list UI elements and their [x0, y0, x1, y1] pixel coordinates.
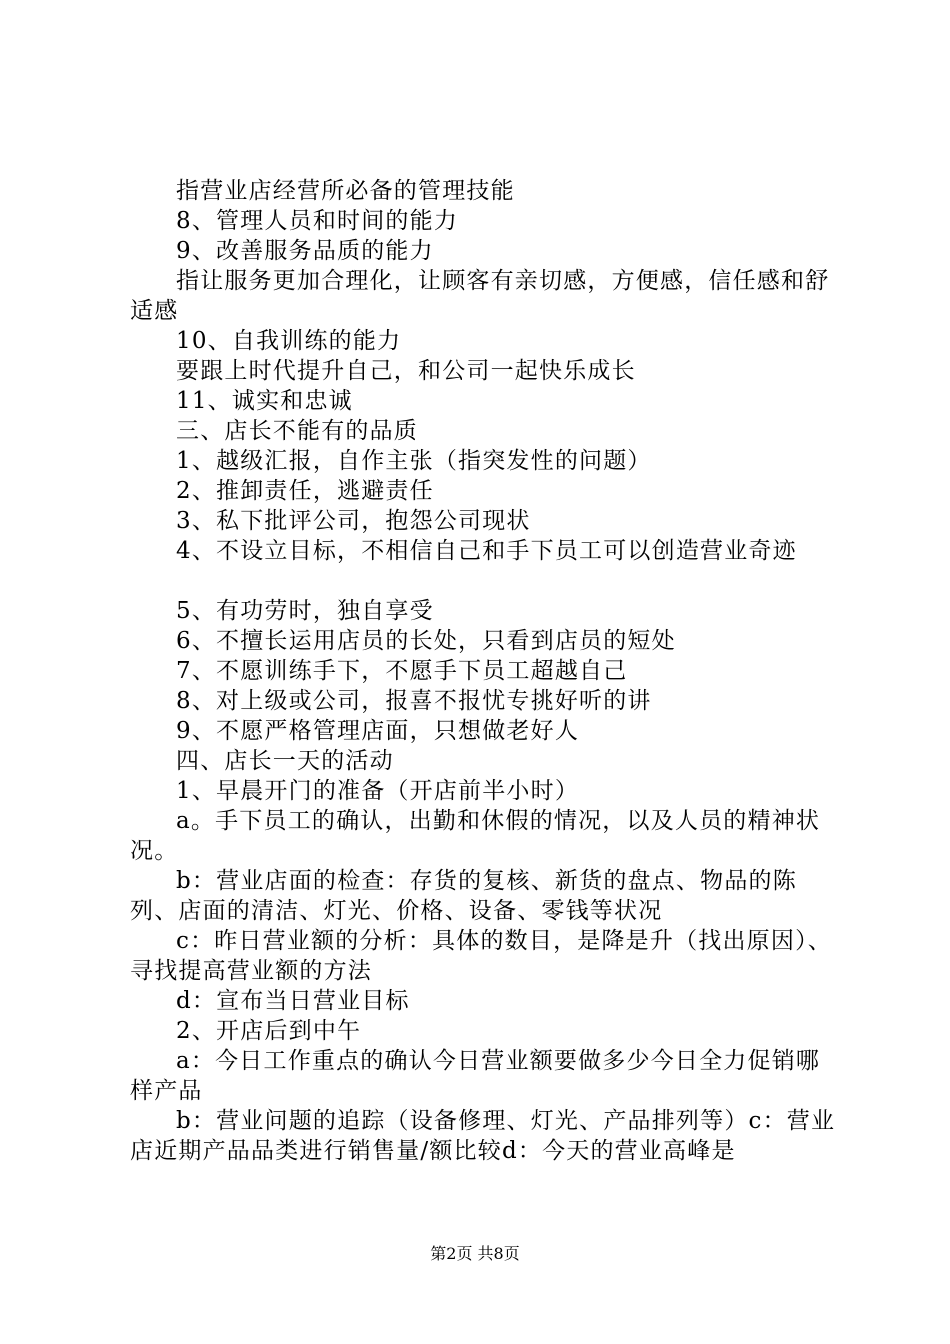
paragraph: b：营业店面的检查：存货的复核、新货的盘点、物品的陈列、店面的清洁、灯光、价格、设备、零钱等状况: [130, 868, 797, 924]
paragraph: 10、自我训练的能力: [176, 328, 402, 354]
paragraph: 5、有功劳时，独自享受: [176, 598, 434, 624]
paragraph: 指营业店经营所必备的管理技能: [176, 178, 515, 204]
paragraph: 9、不愿严格管理店面，只想做老好人: [176, 718, 580, 744]
document-body: [130, 176, 836, 1166]
paragraph: 3、私下批评公司，抱怨公司现状: [176, 508, 531, 534]
blank-line: [130, 566, 836, 596]
paragraph: 6、不擅长运用店员的长处，只看到店员的短处: [176, 628, 676, 654]
paragraph: 7、不愿训练手下，不愿手下员工超越自己: [176, 658, 628, 684]
page-number-label: 第2页 共8页: [430, 1244, 520, 1263]
paragraph: 8、对上级或公司，报喜不报忧专挑好听的讲: [176, 688, 652, 714]
paragraph: c：昨日营业额的分析：具体的数目，是降是升（找出原因）、寻找提高营业额的方法: [130, 928, 832, 984]
paragraph: 11、诚实和忠诚: [176, 388, 353, 414]
section-heading: 三、店长不能有的品质: [176, 418, 418, 444]
paragraph: a。手下员工的确认，出勤和休假的情况，以及人员的精神状况。: [130, 808, 821, 864]
section-heading: 四、店长一天的活动: [176, 748, 394, 774]
paragraph: b：营业问题的追踪（设备修理、灯光、产品排列等）c：营业店近期产品品类进行销售量/额比较d：今天的营业高峰是: [130, 1108, 836, 1164]
paragraph: 9、改善服务品质的能力: [176, 238, 434, 264]
paragraph: 要跟上时代提升自己，和公司一起快乐成长: [176, 358, 636, 384]
paragraph: 4、不设立目标，不相信自己和手下员工可以创造营业奇迹: [176, 538, 797, 564]
paragraph: a：今日工作重点的确认今日营业额要做多少今日全力促销哪样产品: [130, 1048, 821, 1104]
paragraph: 8、管理人员和时间的能力: [176, 208, 459, 234]
paragraph: 1、早晨开门的准备（开店前半小时）: [176, 778, 580, 804]
paragraph: 1、越级汇报，自作主张（指突发性的问题）: [176, 448, 652, 474]
paragraph: 2、开店后到中午: [176, 1018, 362, 1044]
page-footer: [0, 1244, 950, 1264]
paragraph: 2、推卸责任，逃避责任: [176, 478, 434, 504]
paragraph: 指让服务更加合理化，让顾客有亲切感，方便感，信任感和舒适感: [130, 268, 830, 324]
paragraph: d：宣布当日营业目标: [176, 988, 410, 1014]
